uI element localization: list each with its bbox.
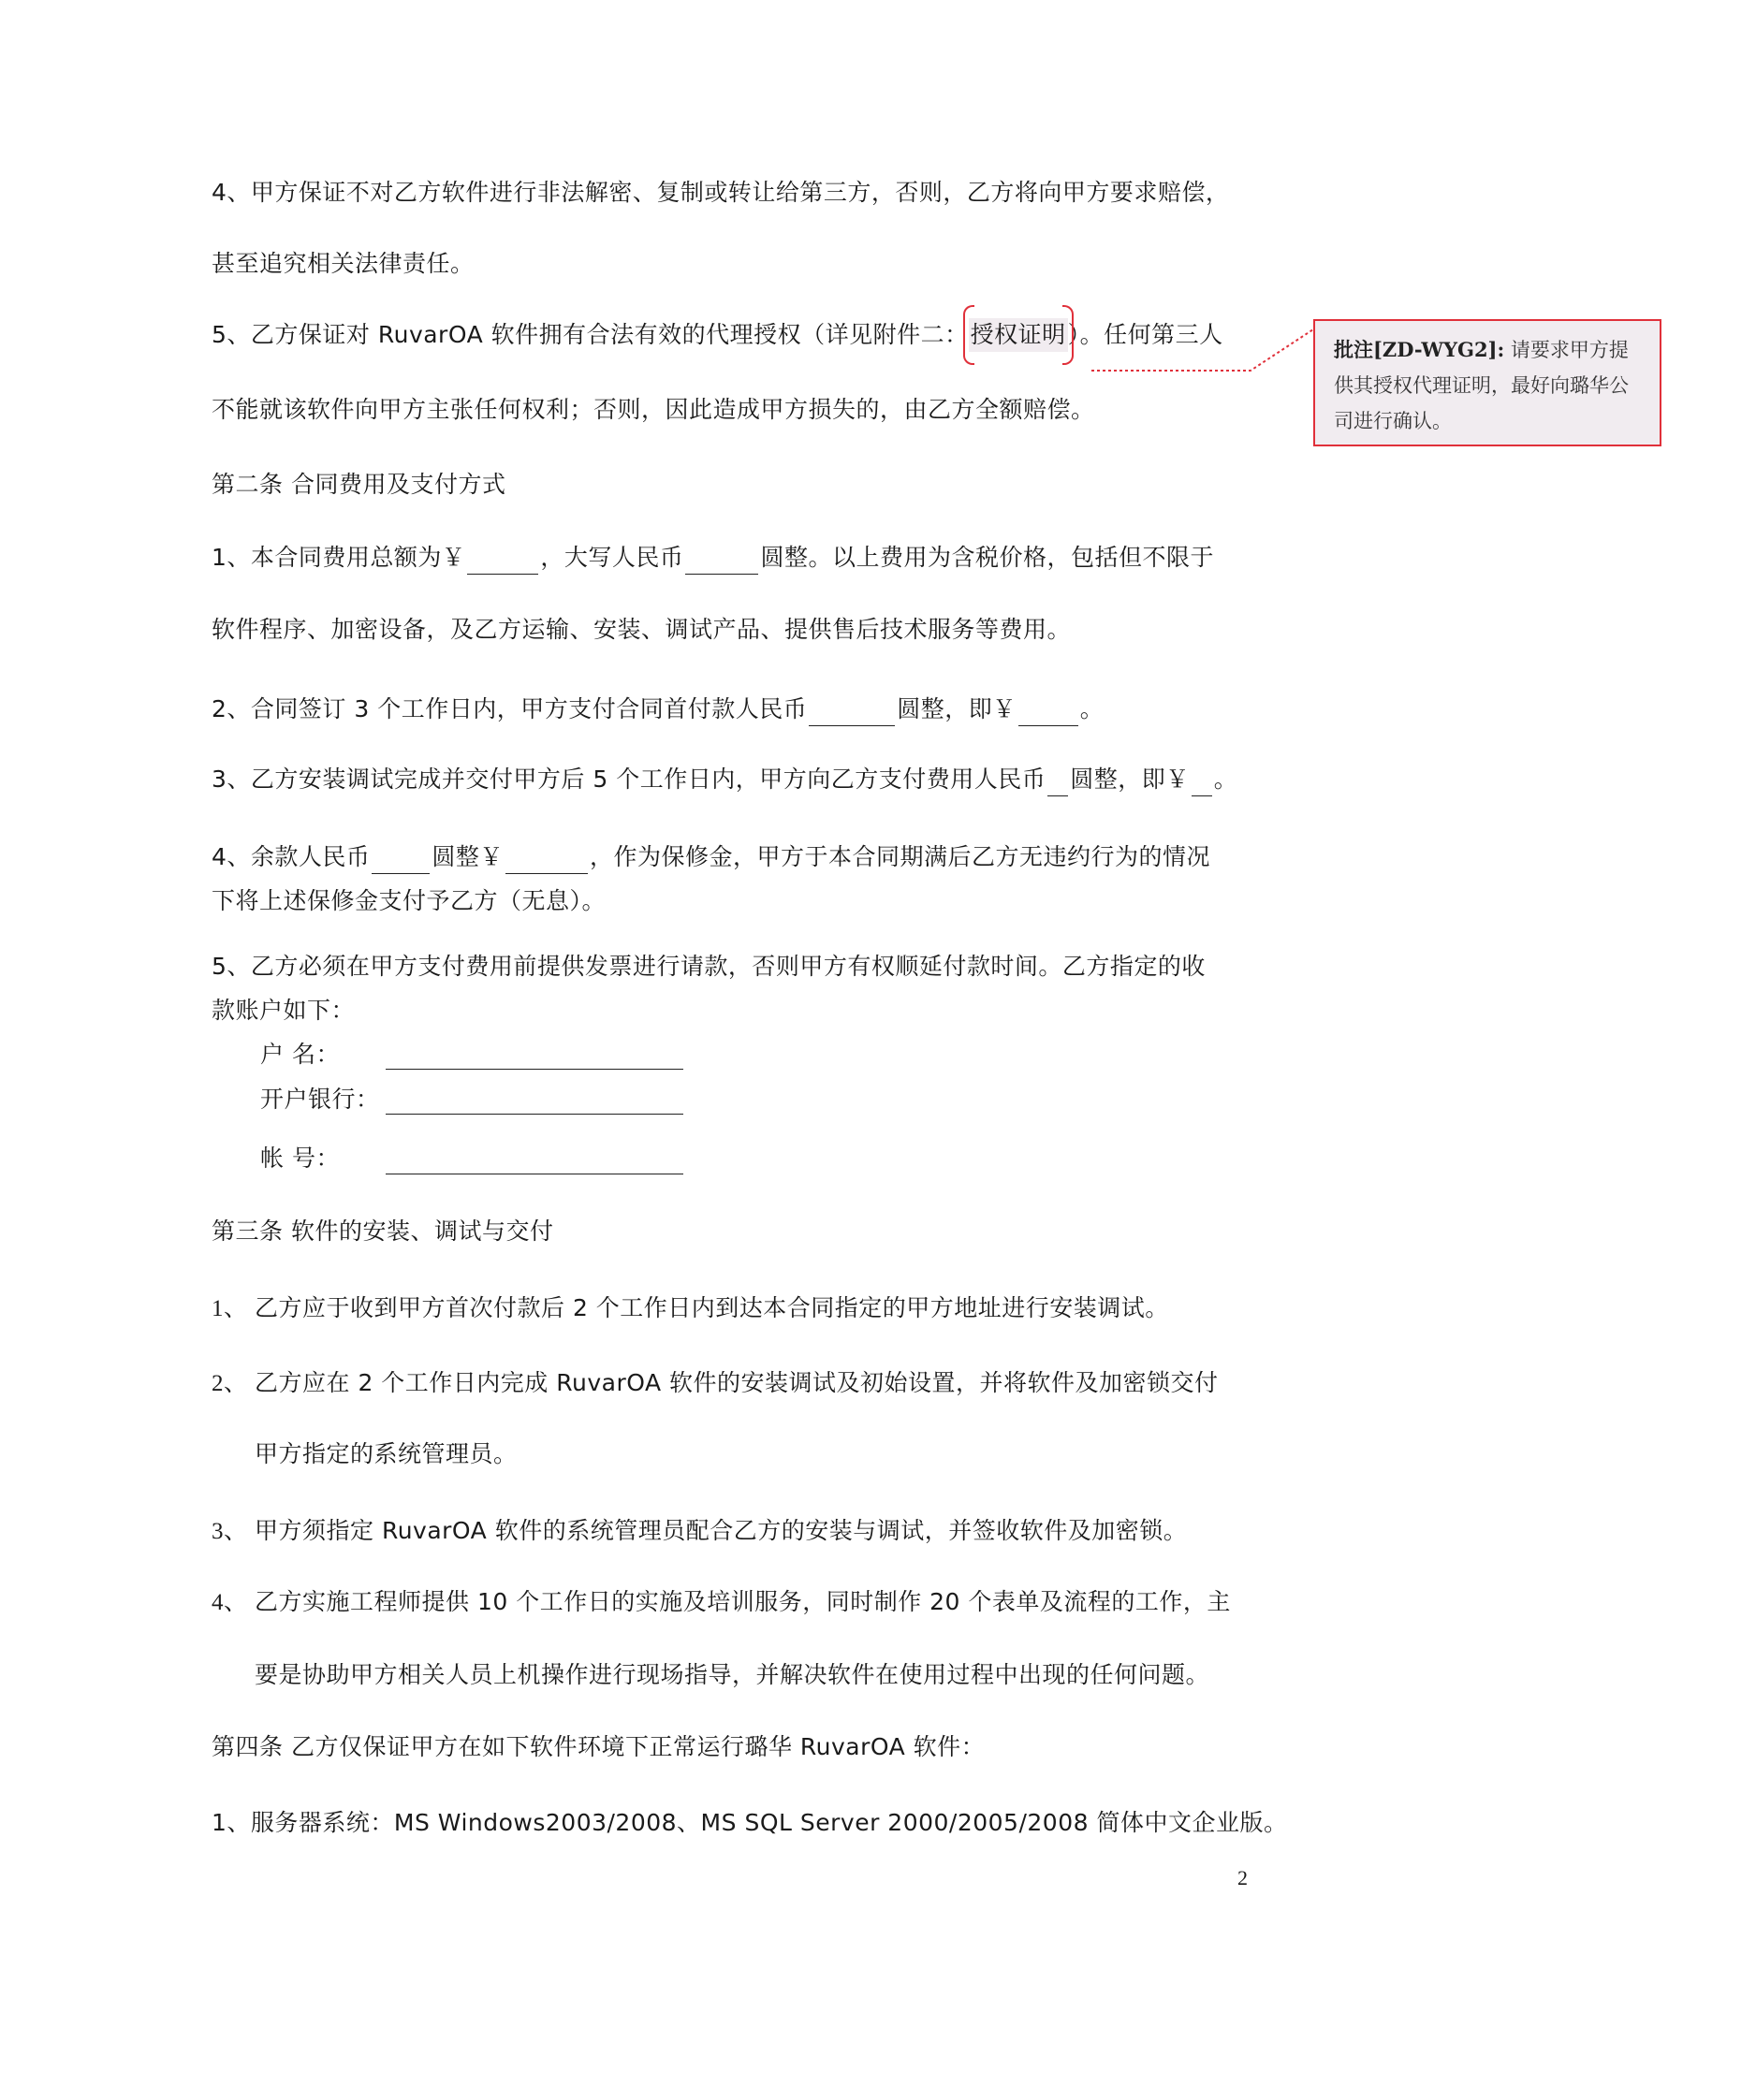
- blank-balance-chinese[interactable]: [372, 847, 430, 874]
- p2-text-c: 。: [1079, 695, 1105, 722]
- p1-text-b: ，大写人民币: [540, 544, 684, 571]
- article-3-item-1: [212, 1291, 1169, 1326]
- p1-text-c: 圆整。以上费用为含税价格，包括但不限于: [760, 544, 1214, 571]
- blank-second-payment-chinese[interactable]: [1047, 769, 1068, 796]
- page-number: 2: [1237, 1866, 1248, 1889]
- article-3-item-2-line2: 甲方指定的系统管理员。: [255, 1440, 518, 1467]
- article-2-p5-line2: 款账户如下：: [212, 997, 356, 1024]
- p4-text-c: ，作为保修金，甲方于本合同期满后乙方无违约行为的情况: [589, 843, 1210, 870]
- article-2-p5-line1: 5、乙方必须在甲方支付费用前提供发票进行请款，否则甲方有权顺延付款时间。乙方指定的收: [212, 953, 1206, 980]
- article-4-p1: 1、服务器系统：MS Windows2003/2008、MS SQL Server 2000/2005/2008 简体中文企业版。: [212, 1809, 1288, 1836]
- item-4-number: 4、: [212, 1590, 248, 1615]
- blank-total-amount[interactable]: [467, 547, 538, 575]
- blank-balance-amount[interactable]: [505, 847, 588, 874]
- p4-text-b: 圆整￥: [432, 843, 504, 870]
- article-2-p2: [212, 693, 1104, 726]
- clause-4-line2: 甚至追究相关法律责任。: [212, 250, 475, 277]
- account-bank-field[interactable]: [386, 1114, 683, 1115]
- item-4-text: 乙方实施工程师提供 10 个工作日的实施及培训服务，同时制作 20 个表单及流程的工作，主: [255, 1588, 1231, 1615]
- p3-text-c: 。: [1213, 766, 1238, 793]
- p3-text-a: 3、乙方安装调试完成并交付甲方后 5 个工作日内，甲方向乙方支付费用人民币: [212, 766, 1046, 793]
- comment-text: 请要求甲方提供其授权代理证明，最好向璐华公司进行确认。: [1334, 339, 1629, 432]
- p2-text-a: 2、合同签订 3 个工作日内，甲方支付合同首付款人民币: [212, 695, 808, 722]
- account-name-label: 户 名：: [260, 1041, 340, 1068]
- highlighted-text: 授权证明: [970, 321, 1066, 348]
- item-2-text: 乙方应在 2 个工作日内完成 RuvarOA 软件的安装调试及初始设置，并将软件及加密锁交付: [255, 1369, 1219, 1396]
- item-3-number: 3、: [212, 1519, 248, 1544]
- article-3-item-2-line1: [212, 1366, 1219, 1401]
- article-3-item-3: [212, 1514, 1187, 1549]
- clause-4-line1: 4、甲方保证不对乙方软件进行非法解密、复制或转让给第三方，否则，乙方将向甲方要求赔偿，: [212, 179, 1230, 206]
- clause-5-text-before: 5、乙方保证对 RuvarOA 软件拥有合法有效的代理授权（详见附件二：: [212, 321, 969, 348]
- blank-first-payment-chinese[interactable]: [809, 699, 895, 726]
- account-name-field[interactable]: [386, 1069, 683, 1070]
- comment-label: 批注[ZD-WYG2]:: [1334, 338, 1505, 361]
- p1-text-a: 1、本合同费用总额为￥: [212, 544, 466, 571]
- item-1-number: 1、: [212, 1296, 248, 1321]
- blank-total-amount-chinese[interactable]: [685, 547, 758, 575]
- article-2-p4-line2: 下将上述保修金支付予乙方（无息）。: [212, 887, 607, 914]
- article-2-p3: [212, 763, 1237, 796]
- article-2-p4-line1: [212, 840, 1210, 874]
- blank-first-payment-amount[interactable]: [1018, 699, 1078, 726]
- article-2-title: 第二条 合同费用及支付方式: [212, 471, 506, 498]
- p3-text-b: 圆整，即￥: [1070, 766, 1190, 793]
- commented-text-highlight[interactable]: [969, 318, 1068, 352]
- item-3-text: 甲方须指定 RuvarOA 软件的系统管理员配合乙方的安装与调试，并签收软件及加密锁。: [255, 1517, 1188, 1544]
- p2-text-b: 圆整，即￥: [897, 695, 1017, 722]
- blank-second-payment-amount[interactable]: [1192, 769, 1212, 796]
- clause-5-line1: [212, 318, 1223, 352]
- item-2-number: 2、: [212, 1371, 248, 1396]
- article-3-title: 第三条 软件的安装、调试与交付: [212, 1218, 554, 1245]
- comment-anchor-open: [963, 305, 974, 365]
- article-3-item-4-line1: [212, 1585, 1231, 1620]
- clause-5-line2: 不能就该软件向甲方主张任何权利；否则，因此造成甲方损失的，由乙方全额赔偿。: [212, 396, 1095, 423]
- article-3-item-4-line2: 要是协助甲方相关人员上机操作进行现场指导，并解决软件在使用过程中出现的任何问题。: [255, 1661, 1210, 1688]
- article-2-p1-line2: 软件程序、加密设备，及乙方运输、安装、调试产品、提供售后技术服务等费用。: [212, 616, 1072, 643]
- article-4-title: 第四条 乙方仅保证甲方在如下软件环境下正常运行璐华 RuvarOA 软件：: [212, 1733, 986, 1760]
- account-number-label: 帐 号：: [260, 1145, 340, 1172]
- account-bank-label: 开户银行：: [260, 1086, 380, 1113]
- article-2-p1-line1: [212, 541, 1214, 575]
- item-1-text: 乙方应于收到甲方首次付款后 2 个工作日内到达本合同指定的甲方地址进行安装调试。: [255, 1294, 1169, 1321]
- comment-balloon[interactable]: [1313, 319, 1661, 446]
- p4-text-a: 4、余款人民币: [212, 843, 371, 870]
- clause-5-text-after: ）。任何第三人: [1067, 321, 1223, 348]
- comment-anchor-close: [1062, 305, 1074, 365]
